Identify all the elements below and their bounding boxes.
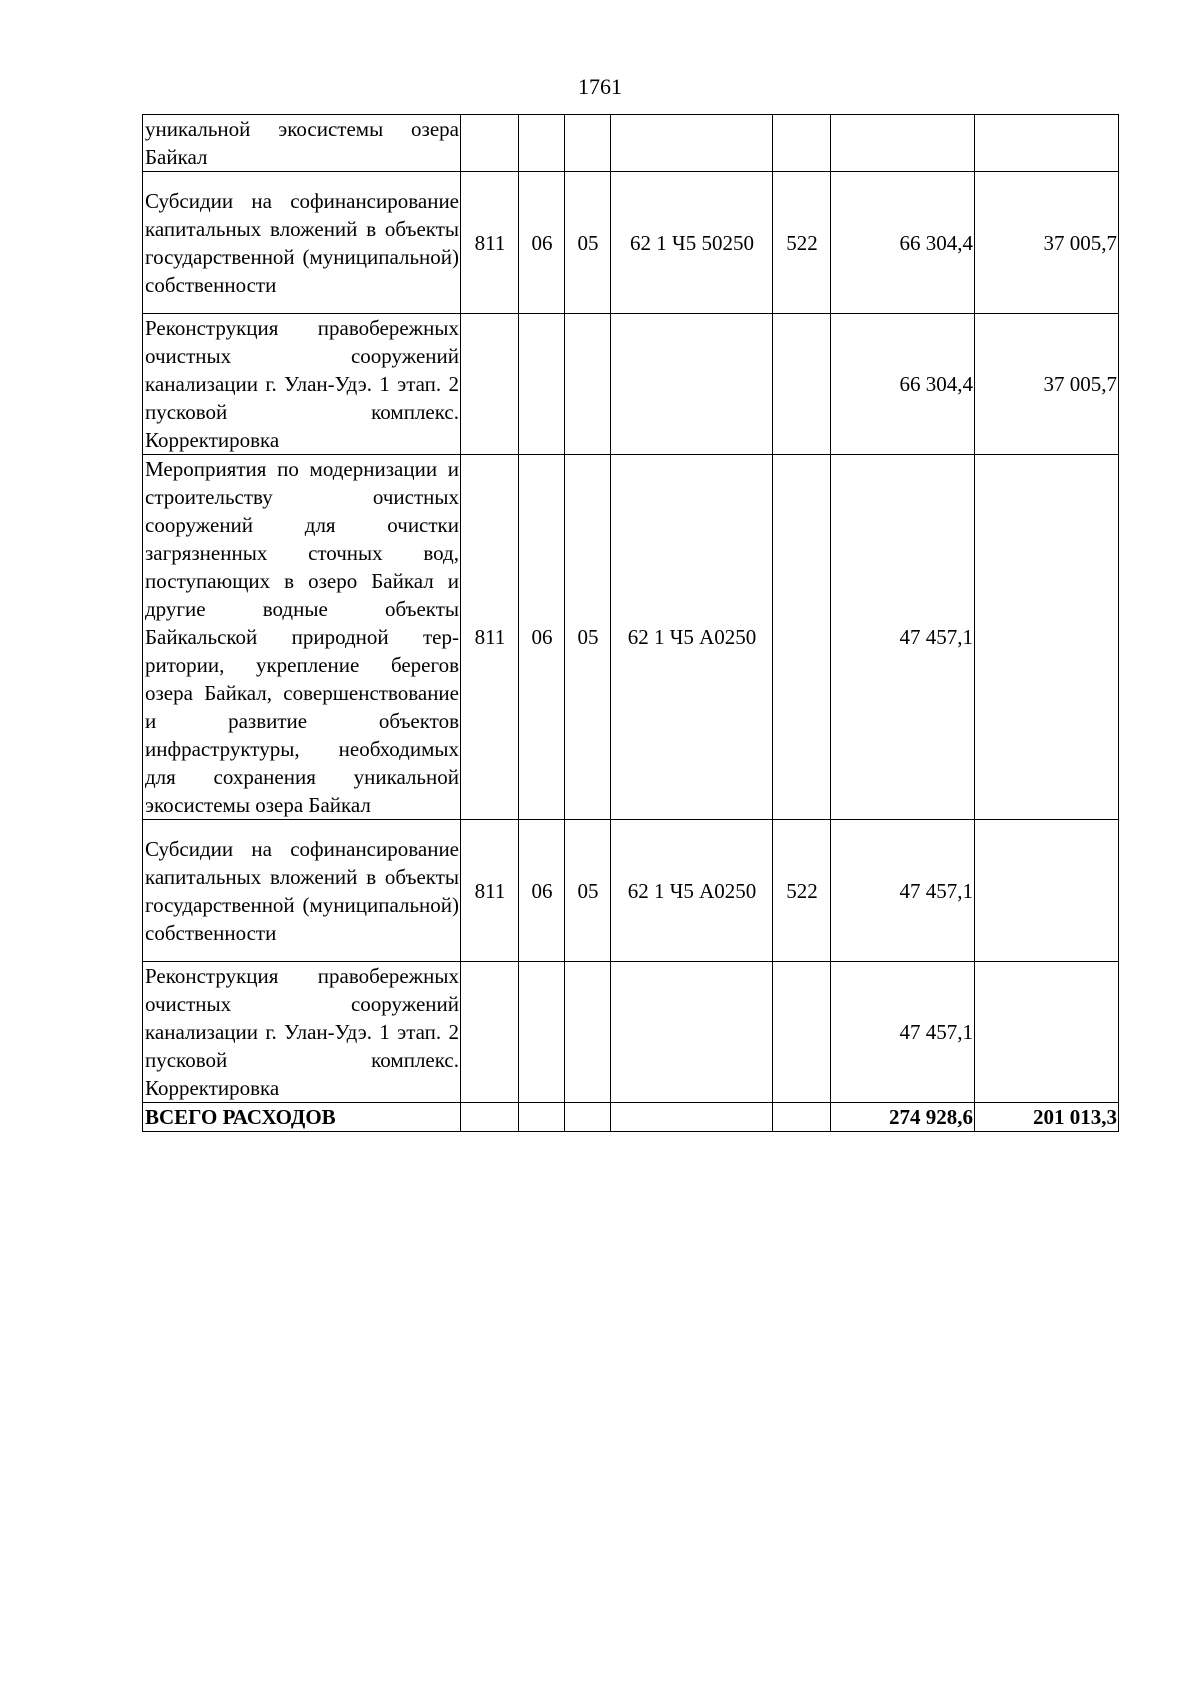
pr-cell	[565, 314, 611, 455]
sum2-cell	[975, 115, 1119, 172]
csr-cell: 62 1 Ч5 А0250	[611, 820, 773, 962]
pr-cell	[565, 962, 611, 1103]
vr-cell: 522	[773, 820, 831, 962]
rz-cell	[519, 314, 565, 455]
pr-cell: 05	[565, 455, 611, 820]
table-row	[143, 172, 1119, 314]
rz-cell: 06	[519, 820, 565, 962]
vr-cell	[773, 115, 831, 172]
empty-cell	[519, 1103, 565, 1132]
row-description: Реконструкция правобережных очистных сооружений канализации г. Улан-Удэ. 1 этап. 2 пусковой комплекс. Корректировка	[143, 314, 461, 455]
sum2-cell	[975, 962, 1119, 1103]
table-row	[143, 455, 1119, 820]
page-number: 1761	[578, 74, 622, 99]
pr-cell: 05	[565, 820, 611, 962]
sum1-cell	[831, 115, 975, 172]
total-sum1: 274 928,6	[831, 1103, 975, 1132]
row-description: Субсидии на софинансирование капитальных вложений в объекты государственной (муниципальной) собственности	[143, 172, 461, 314]
vr-cell	[773, 962, 831, 1103]
sum1-cell: 47 457,1	[831, 455, 975, 820]
empty-cell	[611, 1103, 773, 1132]
csr-cell: 62 1 Ч5 50250	[611, 172, 773, 314]
csr-cell	[611, 115, 773, 172]
ved-cell	[461, 962, 519, 1103]
row-description: Реконструкция правобережных очистных сооружений канализации г. Улан-Удэ. 1 этап. 2 пусковой комплекс. Корректировка	[143, 962, 461, 1103]
sum2-cell	[975, 820, 1119, 962]
rz-cell	[519, 115, 565, 172]
sum2-cell: 37 005,7	[975, 172, 1119, 314]
ved-cell	[461, 115, 519, 172]
table-row	[143, 820, 1119, 962]
vr-cell: 522	[773, 172, 831, 314]
empty-cell	[773, 1103, 831, 1132]
vr-cell	[773, 314, 831, 455]
rz-cell: 06	[519, 172, 565, 314]
sum1-cell: 47 457,1	[831, 820, 975, 962]
csr-cell	[611, 314, 773, 455]
pr-cell: 05	[565, 172, 611, 314]
sum2-cell	[975, 455, 1119, 820]
sum1-cell: 66 304,4	[831, 172, 975, 314]
table-row	[143, 314, 1119, 455]
vr-cell	[773, 455, 831, 820]
ved-cell: 811	[461, 172, 519, 314]
row-description: Субсидии на софинансирование капитальных вложений в объекты государственной (муниципальной) собственности	[143, 820, 461, 962]
sum1-cell: 66 304,4	[831, 314, 975, 455]
csr-cell: 62 1 Ч5 А0250	[611, 455, 773, 820]
total-sum2: 201 013,3	[975, 1103, 1119, 1132]
total-label: ВСЕГО РАСХОДОВ	[143, 1103, 461, 1132]
empty-cell	[461, 1103, 519, 1132]
table-row	[143, 962, 1119, 1103]
row-description: Мероприятия по модернизации и строительству очистных сооружений для очистки загрязненных сточных вод, поступающих в озеро Байкал и другие водные объекты Байкальской природной территории, укрепление берегов озера Байкал, совершенствование и развитие объектов инфраструктуры, необходимых для сохранения уникальной экосистемы озера Байкал	[143, 455, 461, 820]
pr-cell	[565, 115, 611, 172]
row-description: уникальной экосистемы озера Байкал	[143, 115, 461, 172]
budget-table	[142, 114, 1119, 1132]
ved-cell	[461, 314, 519, 455]
sum2-cell: 37 005,7	[975, 314, 1119, 455]
rz-cell: 06	[519, 455, 565, 820]
csr-cell	[611, 962, 773, 1103]
total-row	[143, 1103, 1119, 1132]
rz-cell	[519, 962, 565, 1103]
sum1-cell: 47 457,1	[831, 962, 975, 1103]
ved-cell: 811	[461, 455, 519, 820]
table-row	[143, 115, 1119, 172]
ved-cell: 811	[461, 820, 519, 962]
empty-cell	[565, 1103, 611, 1132]
